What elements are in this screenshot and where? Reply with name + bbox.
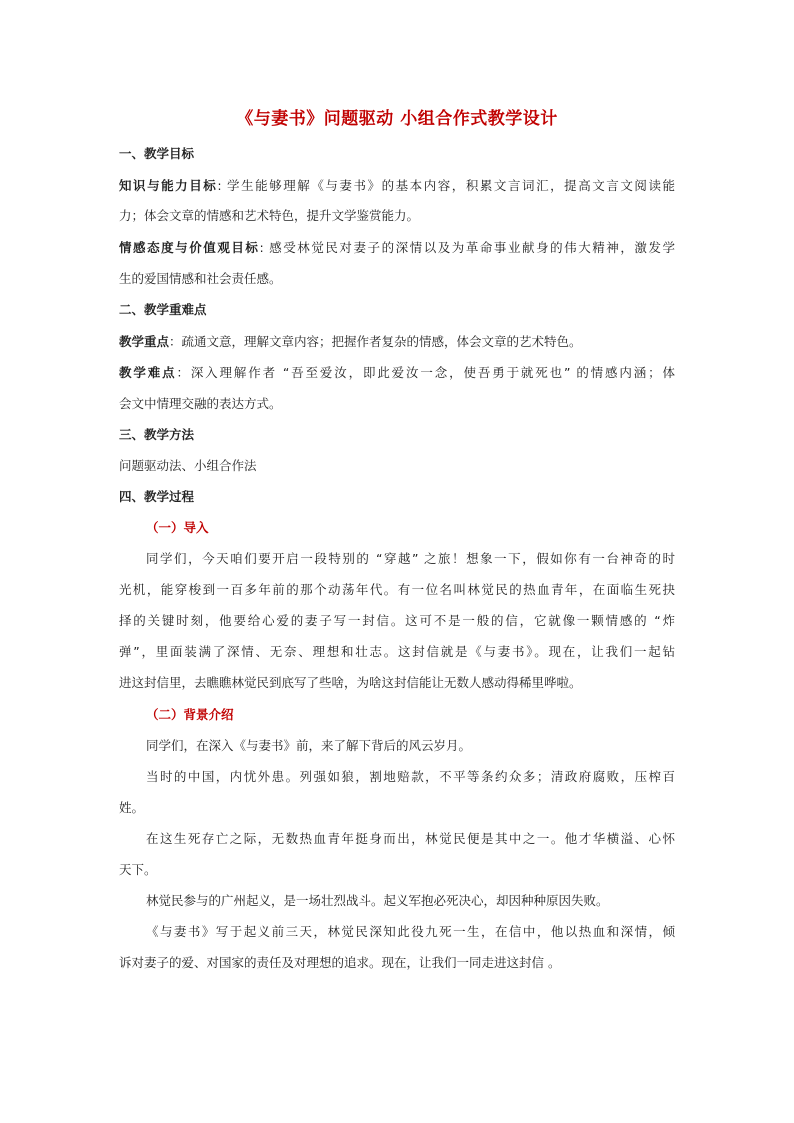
goal-emotion-text: : 感受林觉民对妻子的深情以及为革命事业献身的伟大精神，激发学 [259, 240, 675, 255]
document-title: 《与妻书》问题驱动 小组合作式教学设计 [236, 109, 558, 129]
teaching-difficulty-text: ：深入理解作者 “吾至爱汝，即此爱汝一念，使吾勇于就死也” 的情感内涵；体 [176, 365, 675, 380]
goal-knowledge-line-2: 力；体会文章的情感和艺术特色，提升文学鉴赏能力。 [119, 208, 420, 223]
goal-emotion-line-2: 生的爱国情感和社会责任感。 [119, 271, 282, 286]
intro-paragraph-line: 择的关键时刻，他要给心爱的妻子写一封信。这可不是一般的信，它就像一颗情感的 “炸 [119, 613, 675, 628]
background-paragraph-line: 天下。 [119, 862, 157, 877]
subsection-background: （二）背景介绍 [146, 707, 234, 722]
intro-paragraph-line: 光机，能穿梭到一百多年前的那个动荡年代。有一位名叫林觉民的热血青年，在面临生死抉 [119, 582, 675, 597]
background-paragraph-line: 在这生死存亡之际，无数热血青年挺身而出，林觉民便是其中之一。他才华横溢、心怀 [146, 831, 675, 846]
background-paragraph-line: 姓。 [119, 800, 145, 815]
teaching-difficulty-line-1 [119, 365, 675, 381]
intro-paragraph-line: 弹”，里面装满了深情、无奈、理想和壮志。这封信就是《与妻书》。现在，让我们一起钻 [119, 644, 675, 659]
teaching-key-text: ：疏通文意，理解文章内容；把握作者复杂的情感，体会文章的艺术特色。 [169, 334, 582, 349]
background-paragraph-line: 同学们，在深入《与妻书》前，来了解下背后的风云岁月。 [146, 738, 472, 753]
background-paragraph-line: 当时的中国，内忧外患。列强如狼，割地赔款，不平等条约众多；清政府腐败，压榨百 [146, 769, 675, 784]
intro-paragraph-line: 进这封信里，去瞧瞧林觉民到底写了些啥，为啥这封信能让无数人感动得稀里哗啦。 [119, 675, 582, 690]
teaching-difficulty-label: 教学难点 [119, 365, 177, 380]
section-heading-process: 四、教学过程 [119, 489, 195, 504]
goal-knowledge-line-1 [119, 178, 675, 194]
methods-text: 问题驱动法、小组合作法 [119, 458, 257, 473]
background-paragraph-line: 诉对妻子的爱、对国家的责任及对理想的追求。现在，让我们一同走进这封信 。 [119, 955, 561, 970]
teaching-key-line [119, 334, 582, 350]
goal-knowledge-text: : 学生能够理解《与妻书》的基本内容，积累文言词汇，提高文言文阅读能 [217, 178, 675, 193]
teaching-key-label: 教学重点 [119, 334, 170, 349]
background-paragraph-line: 《与妻书》写于起义前三天，林觉民深知此役九死一生，在信中，他以热血和深情，倾 [146, 924, 675, 939]
section-heading-methods: 三、教学方法 [119, 427, 195, 442]
goal-emotion-line-1 [119, 240, 675, 256]
background-paragraph-line: 林觉民参与的广州起义，是一场壮烈战斗。起义军抱必死决心，却因种种原因失败。 [146, 893, 609, 908]
teaching-difficulty-line-2: 会文中情理交融的表达方式。 [119, 396, 282, 411]
intro-paragraph-line: 同学们，今天咱们要开启一段特别的 “穿越” 之旅！想象一下，假如你有一台神奇的时 [146, 551, 675, 566]
section-heading-key-difficult: 二、教学重难点 [119, 302, 207, 317]
section-heading-objectives: 一、教学目标 [119, 146, 195, 161]
goal-emotion-label: 情感态度与价值观目标 [119, 240, 260, 255]
goal-knowledge-label: 知识与能力目标 [119, 178, 218, 193]
subsection-intro: （一）导入 [146, 520, 209, 535]
